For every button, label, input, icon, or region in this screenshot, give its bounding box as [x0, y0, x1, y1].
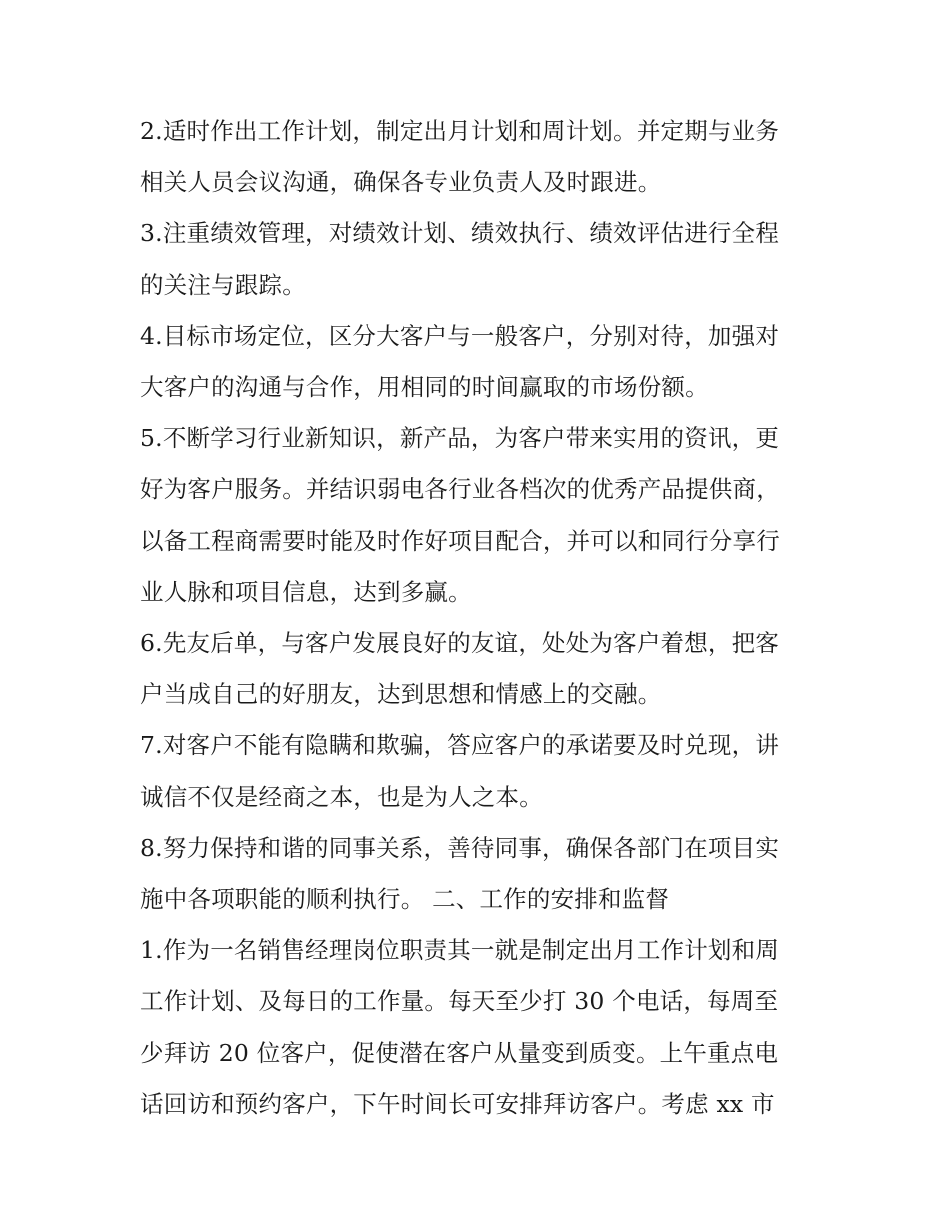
text-line: 5.不断学习行业新知识，新产品，为客户带来实用的资讯，更 — [140, 424, 780, 453]
text-line: 少拜访 20 位客户，促使潜在客户从量变到质变。上午重点电 — [140, 1038, 779, 1067]
paragraph-item-6 — [140, 618, 820, 720]
text-line: 3.注重绩效管理，对绩效计划、绩效执行、绩效评估进行全程 — [140, 219, 780, 248]
text-line: 以备工程商需要时能及时作好项目配合，并可以和同行分享行 — [140, 526, 780, 555]
paragraph-item-7 — [140, 720, 820, 822]
text-line: 业人脉和项目信息，达到多赢。 — [140, 577, 472, 606]
paragraph-item-5 — [140, 413, 820, 618]
text-line: 8.努力保持和谐的同事关系，善待同事，确保各部门在项目实 — [140, 833, 780, 862]
text-line: 诚信不仅是经商之本，也是为人之本。 — [140, 782, 543, 811]
text-line: 相关人员会议沟通，确保各专业负责人及时跟进。 — [140, 168, 662, 197]
text-line: 4.目标市场定位，区分大客户与一般客户，分别对待，加强对 — [140, 321, 780, 350]
text-line: 的关注与跟踪。 — [140, 270, 306, 299]
text-line: 工作计划、及每日的工作量。每天至少打 30 个电话，每周至 — [140, 987, 779, 1016]
paragraph-item-4 — [140, 311, 820, 413]
text-line: 施中各项职能的顺利执行。 二、工作的安排和监督 — [140, 885, 670, 914]
text-line: 7.对客户不能有隐瞒和欺骗，答应客户的承诺要及时兑现，讲 — [140, 731, 780, 760]
document-body — [140, 106, 820, 1130]
text-line: 1.作为一名销售经理岗位职责其一就是制定出月工作计划和周 — [140, 936, 780, 965]
text-line: 话回访和预约客户，下午时间长可安排拜访客户。考虑 xx 市 — [140, 1089, 775, 1118]
text-line: 好为客户服务。并结识弱电各行业各档次的优秀产品提供商， — [140, 475, 780, 504]
text-line: 大客户的沟通与合作，用相同的时间赢取的市场份额。 — [140, 373, 709, 402]
paragraph-item-2 — [140, 106, 820, 208]
paragraph-item-1 — [140, 925, 820, 1130]
text-line: 户当成自己的好朋友，达到思想和情感上的交融。 — [140, 680, 662, 709]
text-line: 6.先友后单，与客户发展良好的友谊，处处为客户着想，把客 — [140, 629, 780, 658]
paragraph-item-8 — [140, 823, 820, 925]
text-line: 2.适时作出工作计划，制定出月计划和周计划。并定期与业务 — [140, 117, 780, 145]
paragraph-item-3 — [140, 208, 820, 310]
